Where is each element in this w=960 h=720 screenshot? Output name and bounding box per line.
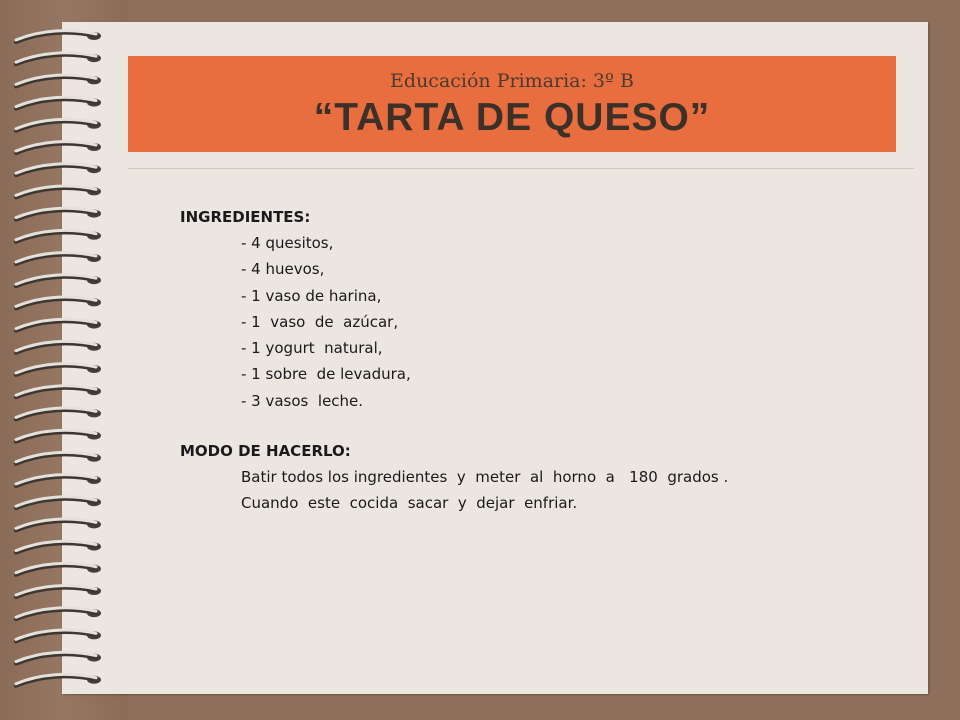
- spiral-ring: [16, 297, 101, 308]
- spiral-ring: [16, 586, 101, 597]
- section-gap: [180, 414, 900, 438]
- spiral-ring: [16, 408, 101, 419]
- spiral-ring: [16, 674, 101, 685]
- spiral-ring: [16, 75, 101, 86]
- spiral-ring: [16, 364, 101, 375]
- ingredient-item: - 4 huevos,: [241, 260, 325, 279]
- method-line: Batir todos los ingredientes y meter al horno a 180 grados .: [241, 468, 729, 487]
- spiral-ring: [16, 53, 101, 64]
- spiral-ring: [16, 31, 101, 42]
- spiral-ring: [16, 142, 101, 153]
- spiral-ring: [16, 319, 101, 330]
- ingredients-heading: INGREDIENTES:: [180, 208, 311, 226]
- spiral-ring: [16, 119, 101, 130]
- spiral-ring: [16, 608, 101, 619]
- recipe-content: [180, 204, 900, 516]
- ingredient-item: - 4 quesitos,: [241, 234, 334, 252]
- spiral-ring: [16, 186, 101, 197]
- ingredient-item: - 1 vaso de azúcar,: [241, 312, 399, 331]
- divider-line: [128, 168, 914, 169]
- spiral-ring: [16, 253, 101, 264]
- spiral-ring: [16, 341, 101, 352]
- spiral-ring: [16, 164, 101, 175]
- ingredient-item: - 1 vaso de harina,: [241, 286, 382, 305]
- spiral-ring: [16, 97, 101, 108]
- spiral-ring: [16, 386, 101, 397]
- page-title: “TARTA DE QUESO”: [313, 96, 711, 139]
- spiral-ring: [16, 452, 101, 463]
- subtitle: Educación Primaria: 3º B: [390, 70, 634, 92]
- spiral-ring: [16, 541, 101, 552]
- spiral-ring: [16, 208, 101, 219]
- ingredient-item: - 1 sobre de levadura,: [241, 365, 411, 384]
- title-banner: [128, 56, 896, 152]
- ingredient-item: - 3 vasos leche.: [241, 391, 364, 410]
- ingredient-item: - 1 yogurt natural,: [241, 339, 383, 358]
- method-heading: MODO DE HACERLO:: [180, 442, 351, 461]
- spiral-ring: [16, 475, 101, 486]
- spiral-ring: [16, 563, 101, 574]
- spiral-ring: [16, 497, 101, 508]
- spiral-ring: [16, 275, 101, 286]
- spiral-ring: [16, 519, 101, 530]
- spiral-ring: [16, 230, 101, 241]
- method-line: Cuando este cocida sacar y dejar enfriar.: [241, 494, 578, 513]
- spiral-ring: [16, 652, 101, 663]
- spiral-ring: [16, 430, 101, 441]
- spiral-binding: [0, 0, 110, 720]
- spiral-ring: [16, 630, 101, 641]
